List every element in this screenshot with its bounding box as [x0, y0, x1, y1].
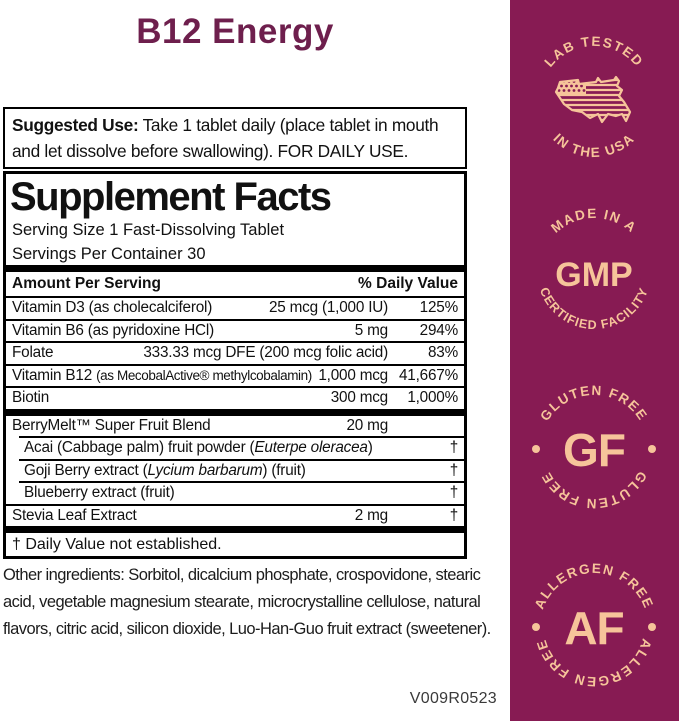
other-ingredients-line1: Other ingredients: Sorbitol, dicalcium phosphate, crospovidone, stearic [3, 566, 481, 584]
blend-row [6, 416, 464, 437]
servings-per-container: Servings Per Container 30 [12, 245, 206, 263]
certification-sidebar [510, 0, 679, 721]
row-dv: 125% [419, 299, 458, 316]
blend-sub-row [19, 436, 464, 459]
suggested-use-box [3, 107, 467, 169]
badge-side-dot [648, 623, 656, 631]
badge-top-text: ALLERGEN FREE [531, 560, 657, 612]
other-ingredients [3, 562, 491, 643]
badge-bottom-text: ALLERGEN FREE [533, 636, 655, 690]
badge-gmp [524, 202, 664, 342]
row-name [24, 440, 373, 457]
row-name-latin: Euterpe oleracea [254, 439, 368, 456]
serving-size: Serving Size 1 Fast-Dissolving Tablet [12, 221, 285, 239]
other-ingredients-line2: acid, vegetable magnesium stearate, microcrystalline cellulose, natural [3, 593, 481, 611]
row-name: BerryMelt™ Super Fruit Blend [12, 416, 211, 434]
row-dv: † [449, 439, 458, 456]
table-row [6, 341, 464, 364]
suggested-use-line1 [12, 112, 458, 138]
svg-text:IN THE USA [550, 130, 637, 160]
table-row [6, 504, 464, 527]
row-name-detail: (as MecobalActive® methylcobalamin) [96, 367, 312, 383]
version-code: V009R0523 [409, 690, 497, 707]
svg-text:GLUTEN FREE [537, 383, 650, 424]
row-name-latin: Lycium barbarum [147, 461, 263, 479]
row-name: Folate [12, 344, 54, 361]
row-dv: † [449, 506, 458, 524]
facts-header-row [6, 272, 464, 296]
badge-top-text: MADE IN A [548, 205, 640, 236]
badge-gluten-free [524, 379, 664, 519]
suggested-use-line2: and let dissolve before swallowing). FOR DAILY USE. [12, 141, 409, 161]
row-name: Stevia Leaf Extract [12, 506, 137, 524]
badge-bottom-text: CERTIFIED FACILITY [536, 285, 652, 333]
row-name-pre: Goji Berry extract ( [24, 461, 148, 479]
row-name: Vitamin D3 (as cholecalciferol) [12, 299, 213, 316]
badge-center-text: AF [564, 602, 624, 654]
blend-sub-row [19, 481, 464, 504]
table-row [6, 364, 464, 387]
badge-side-dot [648, 445, 656, 453]
row-name: Blueberry extract (fruit) [24, 484, 175, 501]
badge-bottom-text: GLUTEN FREE [538, 468, 650, 512]
row-name-post: ) (fruit) [262, 461, 306, 479]
row-dv: 41,667% [399, 366, 458, 384]
row-dv: 294% [419, 321, 458, 339]
row-name: Biotin [12, 389, 50, 406]
row-amount: 2 mg [354, 506, 388, 524]
row-name: Vitamin B6 (as pyridoxine HCl) [12, 321, 215, 339]
suggested-use-text1: Take 1 tablet daily (place tablet in mouth [138, 115, 439, 135]
badge-side-dot [532, 623, 540, 631]
table-row [6, 319, 464, 342]
other-ingredients-line3: flavors, citric acid, silicon dioxide, Luo-Han-Guo fruit extract (sweetener). [3, 620, 491, 638]
divider-bar [6, 526, 464, 533]
row-amount: 25 mcg (1,000 IU) [268, 299, 388, 316]
table-row [6, 296, 464, 319]
facts-title: Supplement Facts [10, 175, 331, 219]
row-name-post: ) [367, 439, 373, 456]
col-amount-per-serving: Amount Per Serving [12, 275, 161, 292]
blend-sub-row [19, 459, 464, 482]
row-dv: 1,000% [407, 389, 458, 406]
daily-value-footnote: † Daily Value not established. [12, 536, 222, 553]
divider-bar [6, 409, 464, 416]
row-dv: † [449, 461, 458, 479]
row-amount: 1,000 mcg [318, 366, 388, 384]
col-daily-value: % Daily Value [358, 275, 458, 292]
badge-top-text: GLUTEN FREE [537, 382, 651, 424]
divider-bar [6, 265, 464, 272]
row-amount: 5 mg [354, 321, 388, 339]
row-amount: 333.33 mcg DFE (200 mcg folic acid) [143, 344, 388, 361]
row-name [24, 463, 306, 480]
badge-allergen-free [524, 557, 664, 697]
row-dv: † [449, 484, 458, 501]
badge-side-dot [532, 445, 540, 453]
suggested-use-label: Suggested Use: [12, 115, 139, 135]
row-name [12, 368, 312, 385]
row-amount: 20 mg [346, 416, 388, 434]
badge-center-text: GF [563, 424, 625, 476]
svg-text:MADE IN A [548, 206, 640, 236]
row-amount: 300 mcg [330, 389, 388, 406]
badge-bottom-text: IN THE USA [550, 130, 638, 161]
supplement-facts-panel [3, 171, 467, 559]
row-dv: 83% [427, 344, 458, 361]
row-name-main: Vitamin B12 [12, 366, 97, 384]
badge-center-text: GMP [555, 256, 633, 294]
badge-lab-tested [524, 30, 664, 170]
svg-text:LAB TESTED [541, 34, 646, 70]
row-name-pre: Acai (Cabbage palm) fruit powder ( [24, 439, 255, 456]
table-row [6, 386, 464, 409]
badge-top-text: LAB TESTED [541, 33, 647, 70]
usa-map-icon [556, 77, 632, 122]
product-title: B12 Energy [136, 12, 334, 51]
